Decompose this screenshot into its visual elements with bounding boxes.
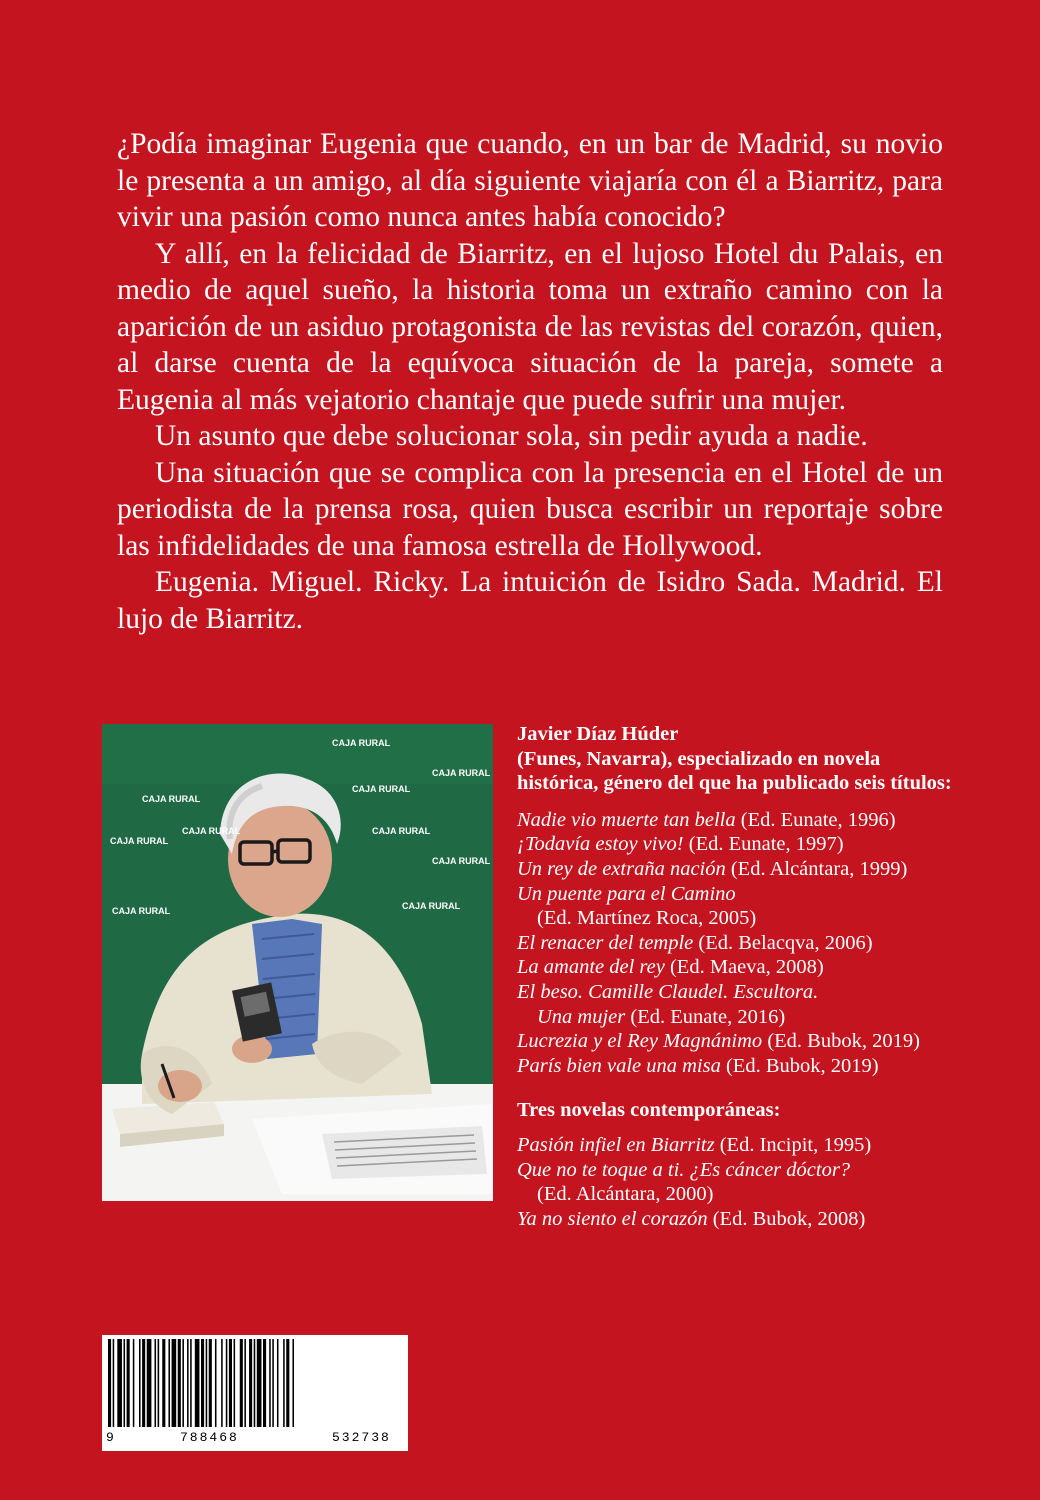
contemporary-heading: Tres novelas contemporáneas: — [517, 1099, 781, 1122]
barcode-bar — [283, 1339, 285, 1427]
barcode-bar — [187, 1339, 189, 1427]
banner-logo-4: CAJA RURAL — [352, 784, 411, 794]
banner-logo-1: CAJA RURAL — [332, 738, 391, 748]
book-item: Que no te toque a ti. ¿Es cáncer dóctor? (Ed. Alcántara, 2000) — [517, 1158, 851, 1206]
barcode-bars — [106, 1339, 398, 1427]
book-item: Lucrezia y el Rey Magnánimo (Ed. Bubok, 2019) — [517, 1030, 920, 1053]
author-bio — [517, 722, 957, 1231]
blurb-paragraph-2: Y allí, en la felicidad de Biarritz, en el lujoso Hotel du Palais, en medio de aquel sueño, la historia toma un extraño camino con la aparición de un asiduo protagonista de las revistas del corazón, quien, al darse cuenta de la equívoca situación de la pareja, somete a Eugenia al más vejatorio chantaje que puede sufrir una mujer. — [117, 237, 943, 416]
book-item: La amante del rey (Ed. Maeva, 2008) — [517, 956, 824, 979]
barcode-bar — [147, 1339, 152, 1427]
barcode-right-group: 532738 — [332, 1430, 391, 1445]
book-item: Ya no siento el corazón (Ed. Bubok, 2008) — [517, 1207, 866, 1230]
book-item: Un rey de extraña nación (Ed. Alcántara, 1999) — [517, 857, 908, 880]
book-item: ¡Todavía estoy vivo! (Ed. Eunate, 1997) — [517, 833, 844, 856]
barcode-bar — [113, 1339, 115, 1427]
barcode-digits — [102, 1427, 408, 1449]
barcode-bar — [162, 1339, 165, 1427]
author-intro: (Funes, Navarra), especializado en novela histórica, género del que ha publicado seis títulos: — [517, 747, 952, 795]
barcode-bar — [263, 1339, 266, 1427]
barcode-bar — [182, 1339, 184, 1427]
barcode-bar — [234, 1339, 236, 1427]
barcode-bar — [127, 1339, 130, 1427]
barcode-bar — [269, 1339, 271, 1427]
barcode-bar — [133, 1339, 135, 1427]
book-item: Un puente para el Camino (Ed. Martínez Roca, 2005) — [517, 882, 757, 930]
banner-logo-8: CAJA RURAL — [182, 826, 241, 836]
barcode-left-group: 788468 — [180, 1430, 239, 1445]
barcode-bar — [226, 1339, 228, 1427]
barcode-bar — [221, 1339, 223, 1427]
barcode-bar — [201, 1339, 204, 1427]
barcode-bar — [249, 1339, 252, 1427]
author-photo-illustration — [102, 724, 493, 1201]
barcode-bar — [272, 1339, 274, 1427]
barcode-bar — [292, 1339, 294, 1427]
contemporary-novels-list — [517, 1133, 957, 1231]
back-cover-blurb — [117, 126, 943, 637]
banner-logo-9: CAJA RURAL — [402, 901, 461, 911]
barcode-bar — [158, 1339, 160, 1427]
barcode-bar — [124, 1339, 126, 1427]
book-item: París bien vale una misa (Ed. Bubok, 2019) — [517, 1054, 879, 1077]
banner-logo-7: CAJA RURAL — [432, 856, 491, 866]
barcode-bar — [139, 1339, 141, 1427]
barcode-bar — [257, 1339, 262, 1427]
author-name: Javier Díaz Húder — [517, 723, 679, 745]
barcode-bar — [240, 1339, 243, 1427]
banner-logo-10: CAJA RURAL — [112, 906, 171, 916]
book-item: Pasión infiel en Biarritz (Ed. Incipit, 1995) — [517, 1133, 872, 1156]
barcode-bar — [172, 1339, 177, 1427]
blurb-paragraph-5: Eugenia. Miguel. Ricky. La intuición de Isidro Sada. Madrid. El lujo de Biarritz. — [117, 566, 943, 635]
book-item: El beso. Camille Claudel. Escultora. Una mujer (Ed. Eunate, 2016) — [517, 980, 819, 1028]
barcode-bar — [229, 1339, 232, 1427]
barcode-bar — [215, 1339, 217, 1427]
barcode-bar — [195, 1339, 200, 1427]
barcode-bar — [277, 1339, 279, 1427]
banner-logo-5: CAJA RURAL — [372, 826, 431, 836]
barcode-bar — [178, 1339, 181, 1427]
blurb-paragraph-3: Un asunto que debe solucionar sola, sin pedir ayuda a nadie. — [155, 420, 868, 452]
barcode-bar — [190, 1339, 192, 1427]
historical-novels-list — [517, 808, 957, 1079]
barcode-bar — [168, 1339, 170, 1427]
barcode-bar — [206, 1339, 208, 1427]
blurb-paragraph-1: ¿Podía imaginar Eugenia que cuando, en un bar de Madrid, su novio le presenta a un amigo, al día siguiente viajaría con él a Biarritz, para vivir una pasión como nunca antes había conocido? — [117, 128, 943, 233]
banner-logo-3: CAJA RURAL — [142, 794, 201, 804]
book-item: Nadie vio muerte tan bella (Ed. Eunate, 1996) — [517, 808, 896, 831]
barcode-bar — [209, 1339, 212, 1427]
barcode-bar — [244, 1339, 246, 1427]
book-item: El renacer del temple (Ed. Belacqva, 2006) — [517, 931, 873, 954]
banner-logo-2: CAJA RURAL — [432, 768, 491, 778]
barcode-bar — [108, 1339, 111, 1427]
barcode-bar — [142, 1339, 145, 1427]
banner-logo-6: CAJA RURAL — [110, 836, 169, 846]
barcode-bar — [155, 1339, 157, 1427]
isbn-barcode — [102, 1335, 408, 1451]
barcode-bar — [254, 1339, 256, 1427]
barcode-bar — [286, 1339, 289, 1427]
author-photo — [102, 724, 493, 1201]
barcode-first-digit: 9 — [106, 1430, 114, 1445]
blurb-paragraph-4: Una situación que se complica con la presencia en el Hotel de un periodista de la prensa rosa, quien busca escribir un reportaje sobre las infidelidades de una famosa estrella de Hollywood. — [117, 456, 943, 562]
barcode-bar — [117, 1339, 122, 1427]
